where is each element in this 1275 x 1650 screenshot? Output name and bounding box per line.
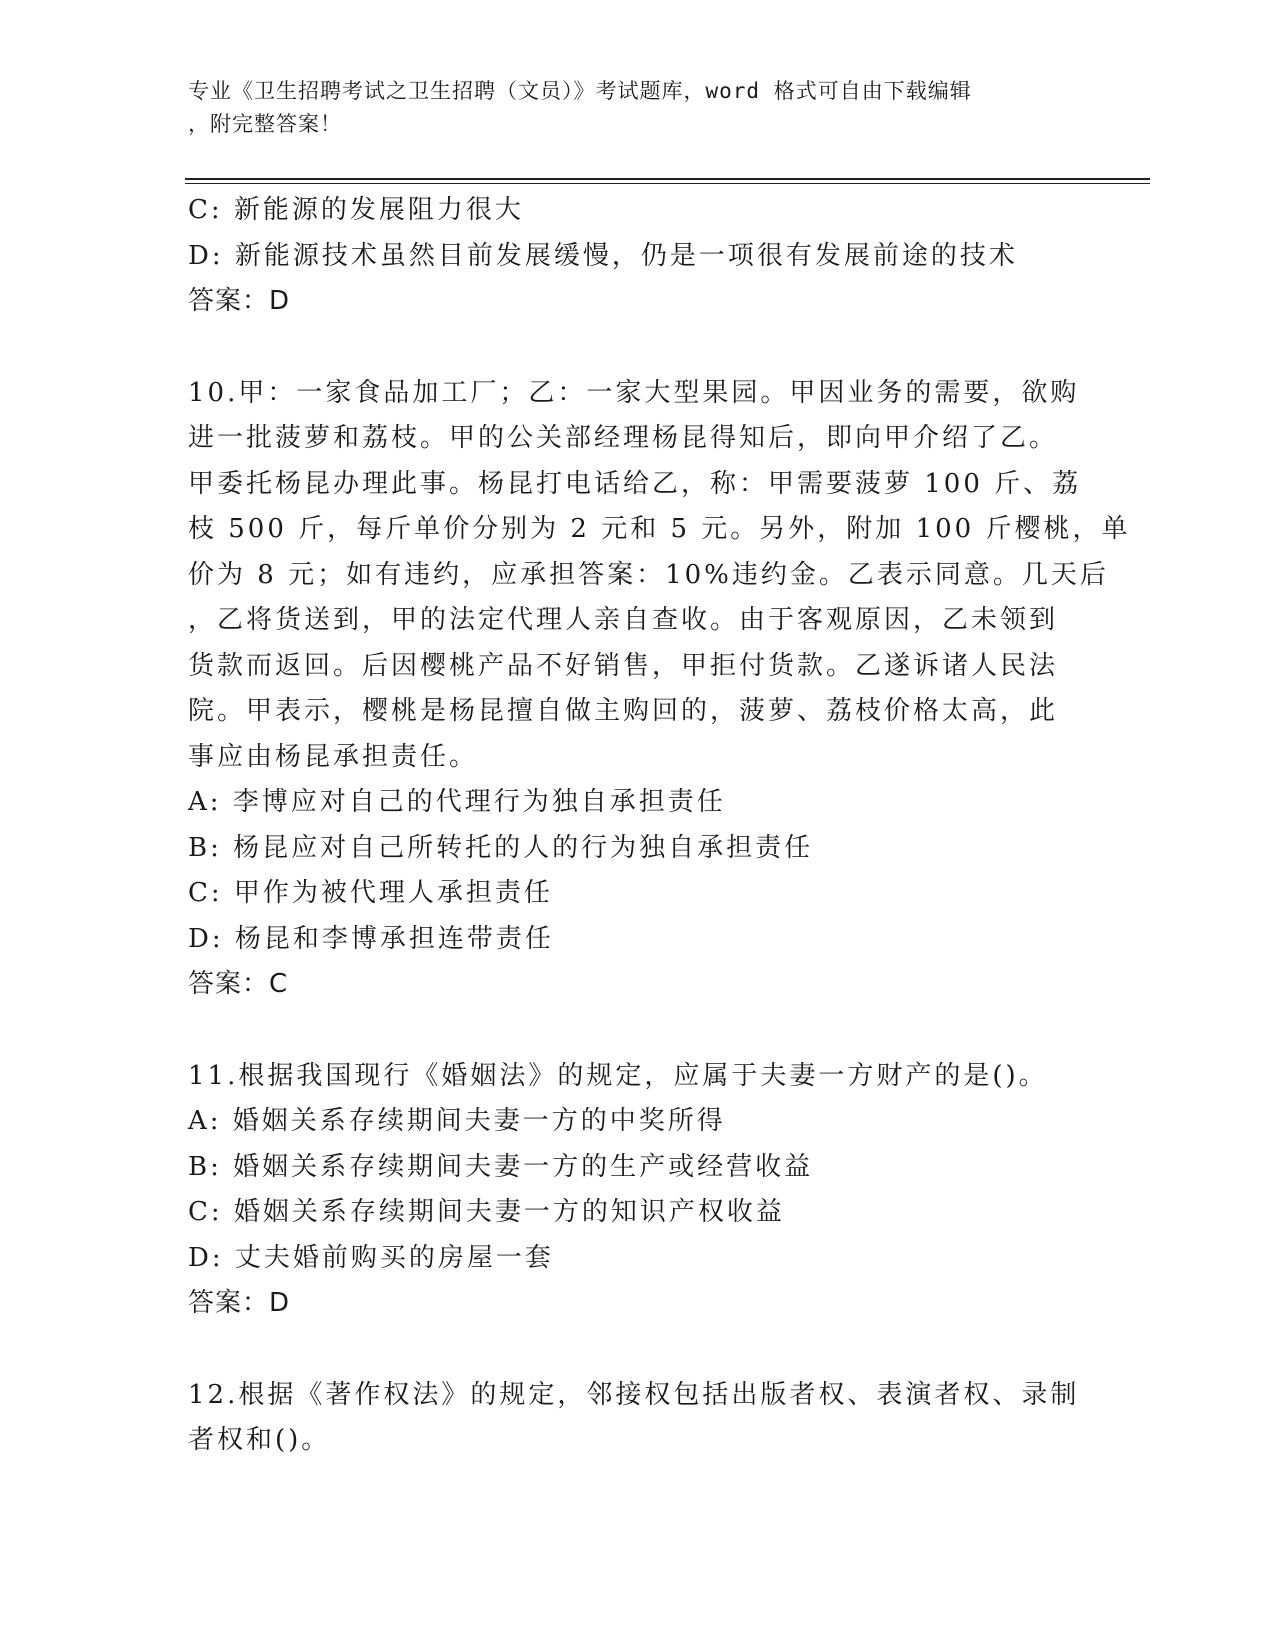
header-divider-thin [185,183,1150,184]
question-text-line: 者权和()。 [188,1425,331,1455]
option-c: C: 婚姻关系存续期间夫妻一方的知识产权收益 [188,1197,785,1227]
question-text-line: 枝 500 斤，每斤单价分别为 2 元和 5 元。另外，附加 100 斤樱桃，单 [188,514,1131,544]
option-d: D: 杨昆和李博承担连带责任 [188,923,554,954]
question-11 [188,1054,1088,1327]
answer-label: 答案：D [188,1288,291,1318]
spacer [188,1327,1088,1373]
question-content [188,188,1131,1464]
question-text-line: 院。甲表示，樱桃是杨昆擅自做主购回的，菠萝、荔枝价格太高，此 [188,696,1059,726]
question-12 [188,1373,1088,1464]
question-text-line: ，乙将货送到，甲的法定代理人亲自查收。由于客观原因，乙未领到 [188,605,1059,635]
question-text-line: 价为 8 元；如有违约，应承担答案：10%违约金。乙表示同意。几天后 [188,559,1109,590]
question-text-line: 11.根据我国现行《婚姻法》的规定，应属于夫妻一方财产的是()。 [188,1060,1048,1091]
option-a: A: 婚姻关系存续期间夫妻一方的中奖所得 [188,1106,726,1136]
question-text-line: 10.甲：一家食品加工厂；乙：一家大型果园。甲因业务的需要，欲购 [188,377,1080,408]
option-d: D: 丈夫婚前购买的房屋一套 [188,1242,554,1273]
option-a: A: 李博应对自己的代理行为独自承担责任 [188,787,726,817]
document-header [188,75,1068,141]
question-text-line: 进一批菠萝和荔枝。甲的公关部经理杨昆得知后，即向甲介绍了乙。 [188,423,1059,453]
option-c: C: 新能源的发展阻力很大 [188,195,524,225]
option-b: B: 杨昆应对自己所转托的人的行为独自承担责任 [188,832,814,863]
option-d: D: 新能源技术虽然目前发展缓慢，仍是一项很有发展前途的技术 [188,240,1018,271]
option-b: B: 婚姻关系存续期间夫妻一方的生产或经营收益 [188,1151,814,1182]
answer-label: 答案：D [188,286,291,316]
question-text-line: 事应由杨昆承担责任。 [188,741,479,772]
question-text-line: 货款而返回。后因樱桃产品不好销售，甲拒付货款。乙遂诉诸人民法 [188,650,1059,681]
spacer [188,325,1088,371]
question-text-line: 甲委托杨昆办理此事。杨昆打电话给乙，称：甲需要菠萝 100 斤、荔 [188,468,1082,499]
answer-label: 答案：C [188,969,289,999]
header-divider-thick [185,178,1150,180]
question-text-line: 12.根据《著作权法》的规定，邻接权包括出版者权、表演者权、录制 [188,1379,1080,1410]
spacer [188,1008,1088,1054]
question-9-tail [188,188,1088,325]
option-c: C: 甲作为被代理人承担责任 [188,878,553,908]
header-line-2: ，附完整答案！ [188,112,342,136]
header-line-1: 专业《卫生招聘考试之卫生招聘（文员）》考试题库，word 格式可自由下载编辑 [188,79,972,103]
question-10 [188,371,1131,1008]
